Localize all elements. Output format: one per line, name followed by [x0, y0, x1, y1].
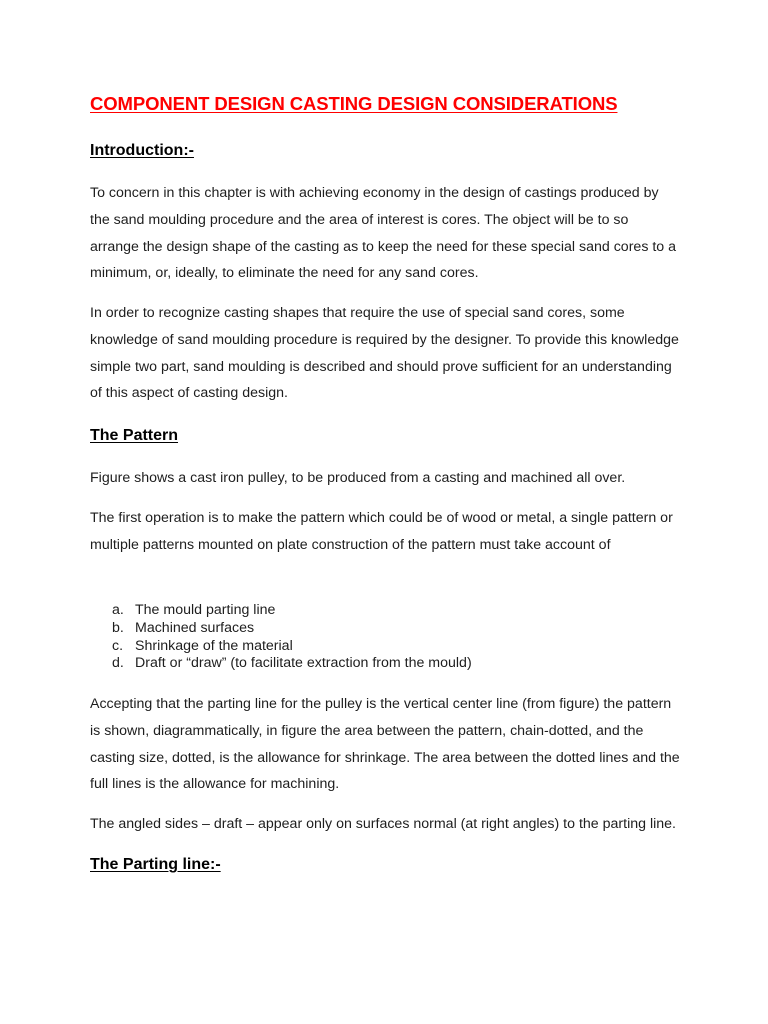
pattern-paragraph-1: Figure shows a cast iron pulley, to be produced from a casting and machined all over. [90, 470, 626, 486]
list-item-text: Shrinkage of the material [135, 637, 293, 654]
list-marker: d. [112, 655, 124, 672]
list-marker: c. [112, 637, 124, 654]
pattern-heading: The Pattern [90, 427, 179, 444]
parting-line-heading: The Parting line:- [90, 856, 221, 873]
introduction-paragraph-2: In order to recognize casting shapes that require the use of special sand cores, some knowledge of sand moulding procedure is required by the designer. To provide this knowledge simple two part, sand moulding is described and should prove sufficient for an understanding of this aspect of casting design. [90, 305, 679, 402]
document-title: COMPONENT DESIGN CASTING DESIGN CONSIDERATIONS [90, 93, 618, 114]
list-item [90, 655, 472, 673]
list-item [90, 638, 472, 656]
list-item-text: Machined surfaces [135, 619, 255, 636]
list-item [90, 620, 472, 638]
list-marker: b. [112, 619, 124, 636]
list-item-text: The mould parting line [135, 602, 276, 618]
pattern-paragraph-2: The first operation is to make the pattern which could be of wood or metal, a single pattern or multiple patterns mounted on plate construction of the pattern must take account of [90, 510, 673, 553]
pattern-considerations-list [90, 602, 472, 673]
introduction-paragraph-1: To concern in this chapter is with achieving economy in the design of castings produced by the sand moulding procedure and the area of interest is cores. The object will be to so arrange the design shape of the casting as to keep the need for these special sand cores to a minimum, or, ideally, to eliminate the need for any sand cores. [90, 185, 677, 282]
list-item-text: Draft or “draw” (to facilitate extraction from the mould) [135, 655, 472, 672]
pattern-paragraph-4: The angled sides – draft – appear only on surfaces normal (at right angles) to the parting line. [90, 816, 676, 832]
pattern-paragraph-3: Accepting that the parting line for the pulley is the vertical center line (from figure) the pattern is shown, diagrammatically, in figure the area between the pattern, chain-dotted, and the casting size, dotted, is the allowance for shrinkage. The area between the dotted lines and the full lines is the allowance for machining. [90, 696, 680, 793]
introduction-heading: Introduction:- [90, 142, 194, 159]
list-marker: a. [112, 602, 124, 618]
list-item [90, 602, 472, 620]
